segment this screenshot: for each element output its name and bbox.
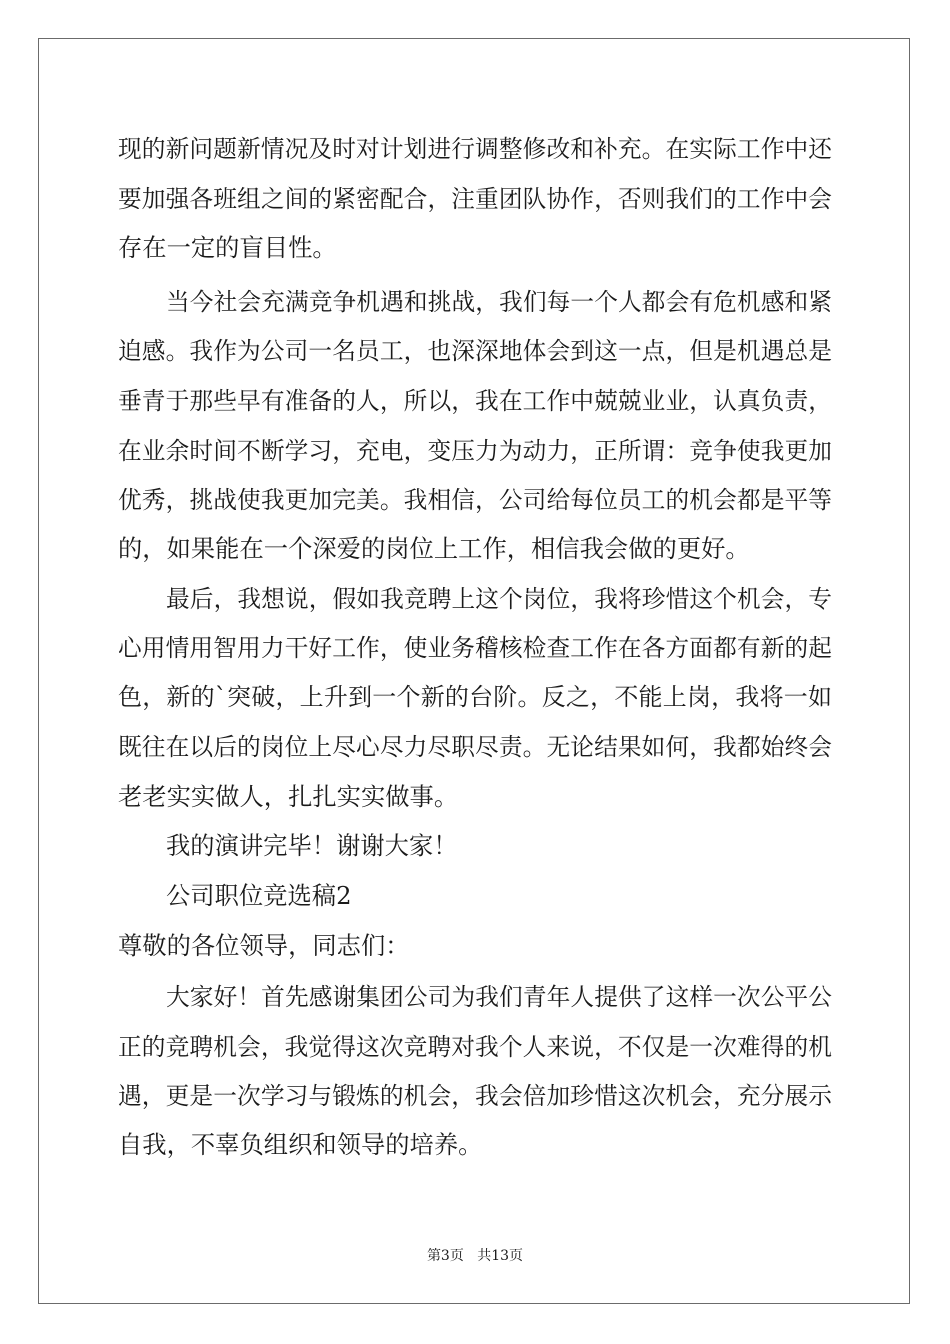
text-line: 遇，更是一次学习与锻炼的机会，我会倍加珍惜这次机会，充分展示 [118,1082,832,1110]
text-line: 垂青于那些早有准备的人，所以，我在工作中兢兢业业，认真负责， [118,387,832,415]
section-heading: 公司职位竞选稿2 [166,881,352,910]
text-line: 要加强各班组之间的紧密配合，注重团队协作，否则我们的工作中会 [118,185,832,213]
page-number: 第3页 [426,1248,464,1264]
text-line: 色，新的`突破，上升到一个新的台阶。反之，不能上岗，我将一如 [118,683,832,711]
text-line: 存在一定的盲目性。 [118,233,337,262]
text-line: 当今社会充满竞争机遇和挑战，我们每一个人都会有危机感和紧 [166,288,832,316]
text-line: 正的竞聘机会，我觉得这次竞聘对我个人来说，不仅是一次难得的机 [118,1033,832,1061]
text-line: 老老实实做人，扎扎实实做事。 [118,782,459,811]
text-line: 大家好！首先感谢集团公司为我们青年人提供了这样一次公平公 [166,983,832,1011]
text-line: 迫感。我作为公司一名员工，也深深地体会到这一点，但是机遇总是 [118,337,832,365]
text-line: 最后，我想说，假如我竞聘上这个岗位，我将珍惜这个机会，专 [166,585,832,613]
page-border [38,38,910,1304]
text-line: 优秀，挑战使我更加完美。我相信，公司给每位员工的机会都是平等 [118,486,832,514]
text-line: 现的新问题新情况及时对计划进行调整修改和补充。在实际工作中还 [118,135,832,163]
page-total: 共13页 [477,1248,524,1264]
text-line: 既往在以后的岗位上尽心尽力尽职尽责。无论结果如何，我都始终会 [118,733,832,761]
text-line: 在业余时间不断学习，充电，变压力为动力，正所谓：竞争使我更加 [118,437,832,465]
page-footer [0,1246,950,1266]
text-line: 自我，不辜负组织和领导的培养。 [118,1130,483,1159]
text-line: 的，如果能在一个深爱的岗位上工作，相信我会做的更好。 [118,534,750,563]
text-line: 我的演讲完毕！谢谢大家！ [166,831,458,860]
text-line: 心用情用智用力干好工作，使业务稽核检查工作在各方面都有新的起 [118,634,832,662]
salutation: 尊敬的各位领导，同志们： [118,931,410,960]
